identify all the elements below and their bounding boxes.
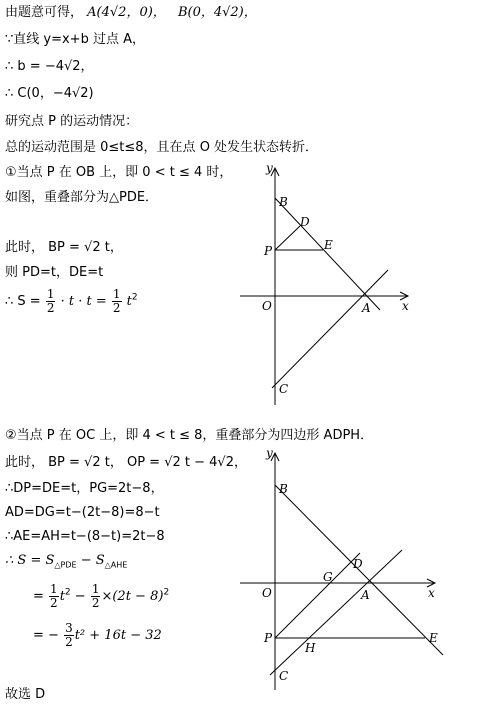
t-var: t xyxy=(126,294,132,309)
square-exponent: 2 xyxy=(163,587,170,598)
fig2-label-B: B xyxy=(279,482,288,496)
s-minus: − S xyxy=(76,553,105,568)
fig1-label-x: x xyxy=(402,299,409,313)
fig1-label-C: C xyxy=(279,382,289,396)
answer: 故选 D xyxy=(5,687,46,702)
half-fraction-3 xyxy=(49,583,59,610)
fig2-label-H: H xyxy=(305,641,316,655)
frac-num: 1 xyxy=(50,582,58,596)
intro-line-1 xyxy=(5,4,257,22)
fig1-label-O: O xyxy=(262,299,272,313)
minus: − xyxy=(70,589,86,604)
line-CA xyxy=(270,550,402,675)
figure-1 xyxy=(230,160,420,410)
frac-den: 2 xyxy=(50,596,58,610)
s-product: · t · t = xyxy=(60,294,107,309)
equals: = xyxy=(33,589,44,604)
intro-line-4: ∴ C(0，−4√2) xyxy=(5,86,94,101)
line-BA xyxy=(275,198,380,310)
intro-line-5: 研究点 P 的运动情况： xyxy=(5,114,139,129)
fig1-label-D: D xyxy=(300,215,310,229)
frac-num: 1 xyxy=(46,287,55,301)
intro-line-6: 总的运动范围是 0≤t≤8，且在点 O 处发生状态转折． xyxy=(5,140,319,155)
fig2-label-C: C xyxy=(279,669,289,683)
case1-desc: 如图，重叠部分为△PDE． xyxy=(5,190,159,205)
fig1-label-E: E xyxy=(324,238,333,252)
fig2-label-D: D xyxy=(353,557,363,571)
frac-num: 1 xyxy=(91,582,100,596)
fig1-label-B: B xyxy=(279,195,288,209)
frac-den: 2 xyxy=(112,301,121,315)
frac-den: 2 xyxy=(65,635,73,649)
line-PD xyxy=(275,553,360,638)
case1-pd: 则 PD=t，DE=t xyxy=(5,265,104,280)
intro-line-2: ∵直线 y=x+b 过点 A， xyxy=(5,32,145,47)
fig2-label-O: O xyxy=(262,586,272,600)
s-prefix: ∴ S = xyxy=(5,294,41,309)
intro-line-3: ∴ b = −4√2， xyxy=(5,59,94,74)
fig2-label-A: A xyxy=(361,588,370,602)
case2-s3 xyxy=(33,622,162,649)
half-fraction-2 xyxy=(112,288,122,315)
square-exponent: 2 xyxy=(64,587,71,598)
fig2-label-x: x xyxy=(428,586,435,600)
segment-PD xyxy=(275,226,300,250)
frac-num: 1 xyxy=(112,287,121,301)
fig1-label-y: y xyxy=(266,161,273,175)
sub-pde: △PDE xyxy=(54,560,77,570)
square-exponent: 2 xyxy=(131,292,138,303)
point-B-coord: B(0，4√2)， xyxy=(177,5,257,20)
case2-s1 xyxy=(5,552,127,575)
sub-ahe: △AHE xyxy=(104,560,128,570)
half-fraction-4 xyxy=(91,583,101,610)
factor: ×(2t − 8) xyxy=(101,589,164,604)
result-tail: t² + 16t − 32 xyxy=(74,628,162,643)
frac-den: 2 xyxy=(46,301,55,315)
frac-den: 2 xyxy=(91,596,100,610)
fig2-label-G: G xyxy=(323,570,333,584)
fig2-label-P: P xyxy=(264,631,273,645)
fig2-label-E: E xyxy=(429,631,438,645)
case2-s2 xyxy=(33,583,169,610)
three-halves-fraction xyxy=(64,622,74,649)
case1-area-formula xyxy=(5,288,138,315)
s-def: ∴ S = S xyxy=(5,553,55,568)
case2-heading: ②当点 P 在 OC 上，即 4 < t ≤ 8，重叠部分为四边形 ADPH． xyxy=(5,428,374,443)
case2-bp: 此时， BP = √2 t， OP = √2 t − 4√2， xyxy=(5,455,247,470)
t-var: t xyxy=(59,589,65,604)
half-fraction xyxy=(46,288,56,315)
frac-num: 3 xyxy=(65,621,73,635)
case2-ae: ∴AE=AH=t−(8−t)=2t−8 xyxy=(5,529,165,544)
figure-2 xyxy=(230,445,445,695)
intro-text: 由题意可得， xyxy=(5,5,84,20)
case2-dp: ∴DP=DE=t，PG=2t−8， xyxy=(5,481,164,496)
equals-minus: = − xyxy=(33,628,59,643)
fig2-label-y: y xyxy=(266,446,273,460)
case1-heading: ①当点 P 在 OB 上，即 0 < t ≤ 4 时， xyxy=(5,165,233,180)
fig1-label-A: A xyxy=(362,301,371,315)
line-CA xyxy=(272,270,388,388)
case1-bp: 此时， BP = √2 t， xyxy=(5,240,123,255)
case2-ad: AD=DG=t−(2t−8)=8−t xyxy=(5,505,160,520)
fig1-label-P: P xyxy=(264,244,273,258)
point-A-coord: A(4√2，0)， xyxy=(87,5,166,20)
